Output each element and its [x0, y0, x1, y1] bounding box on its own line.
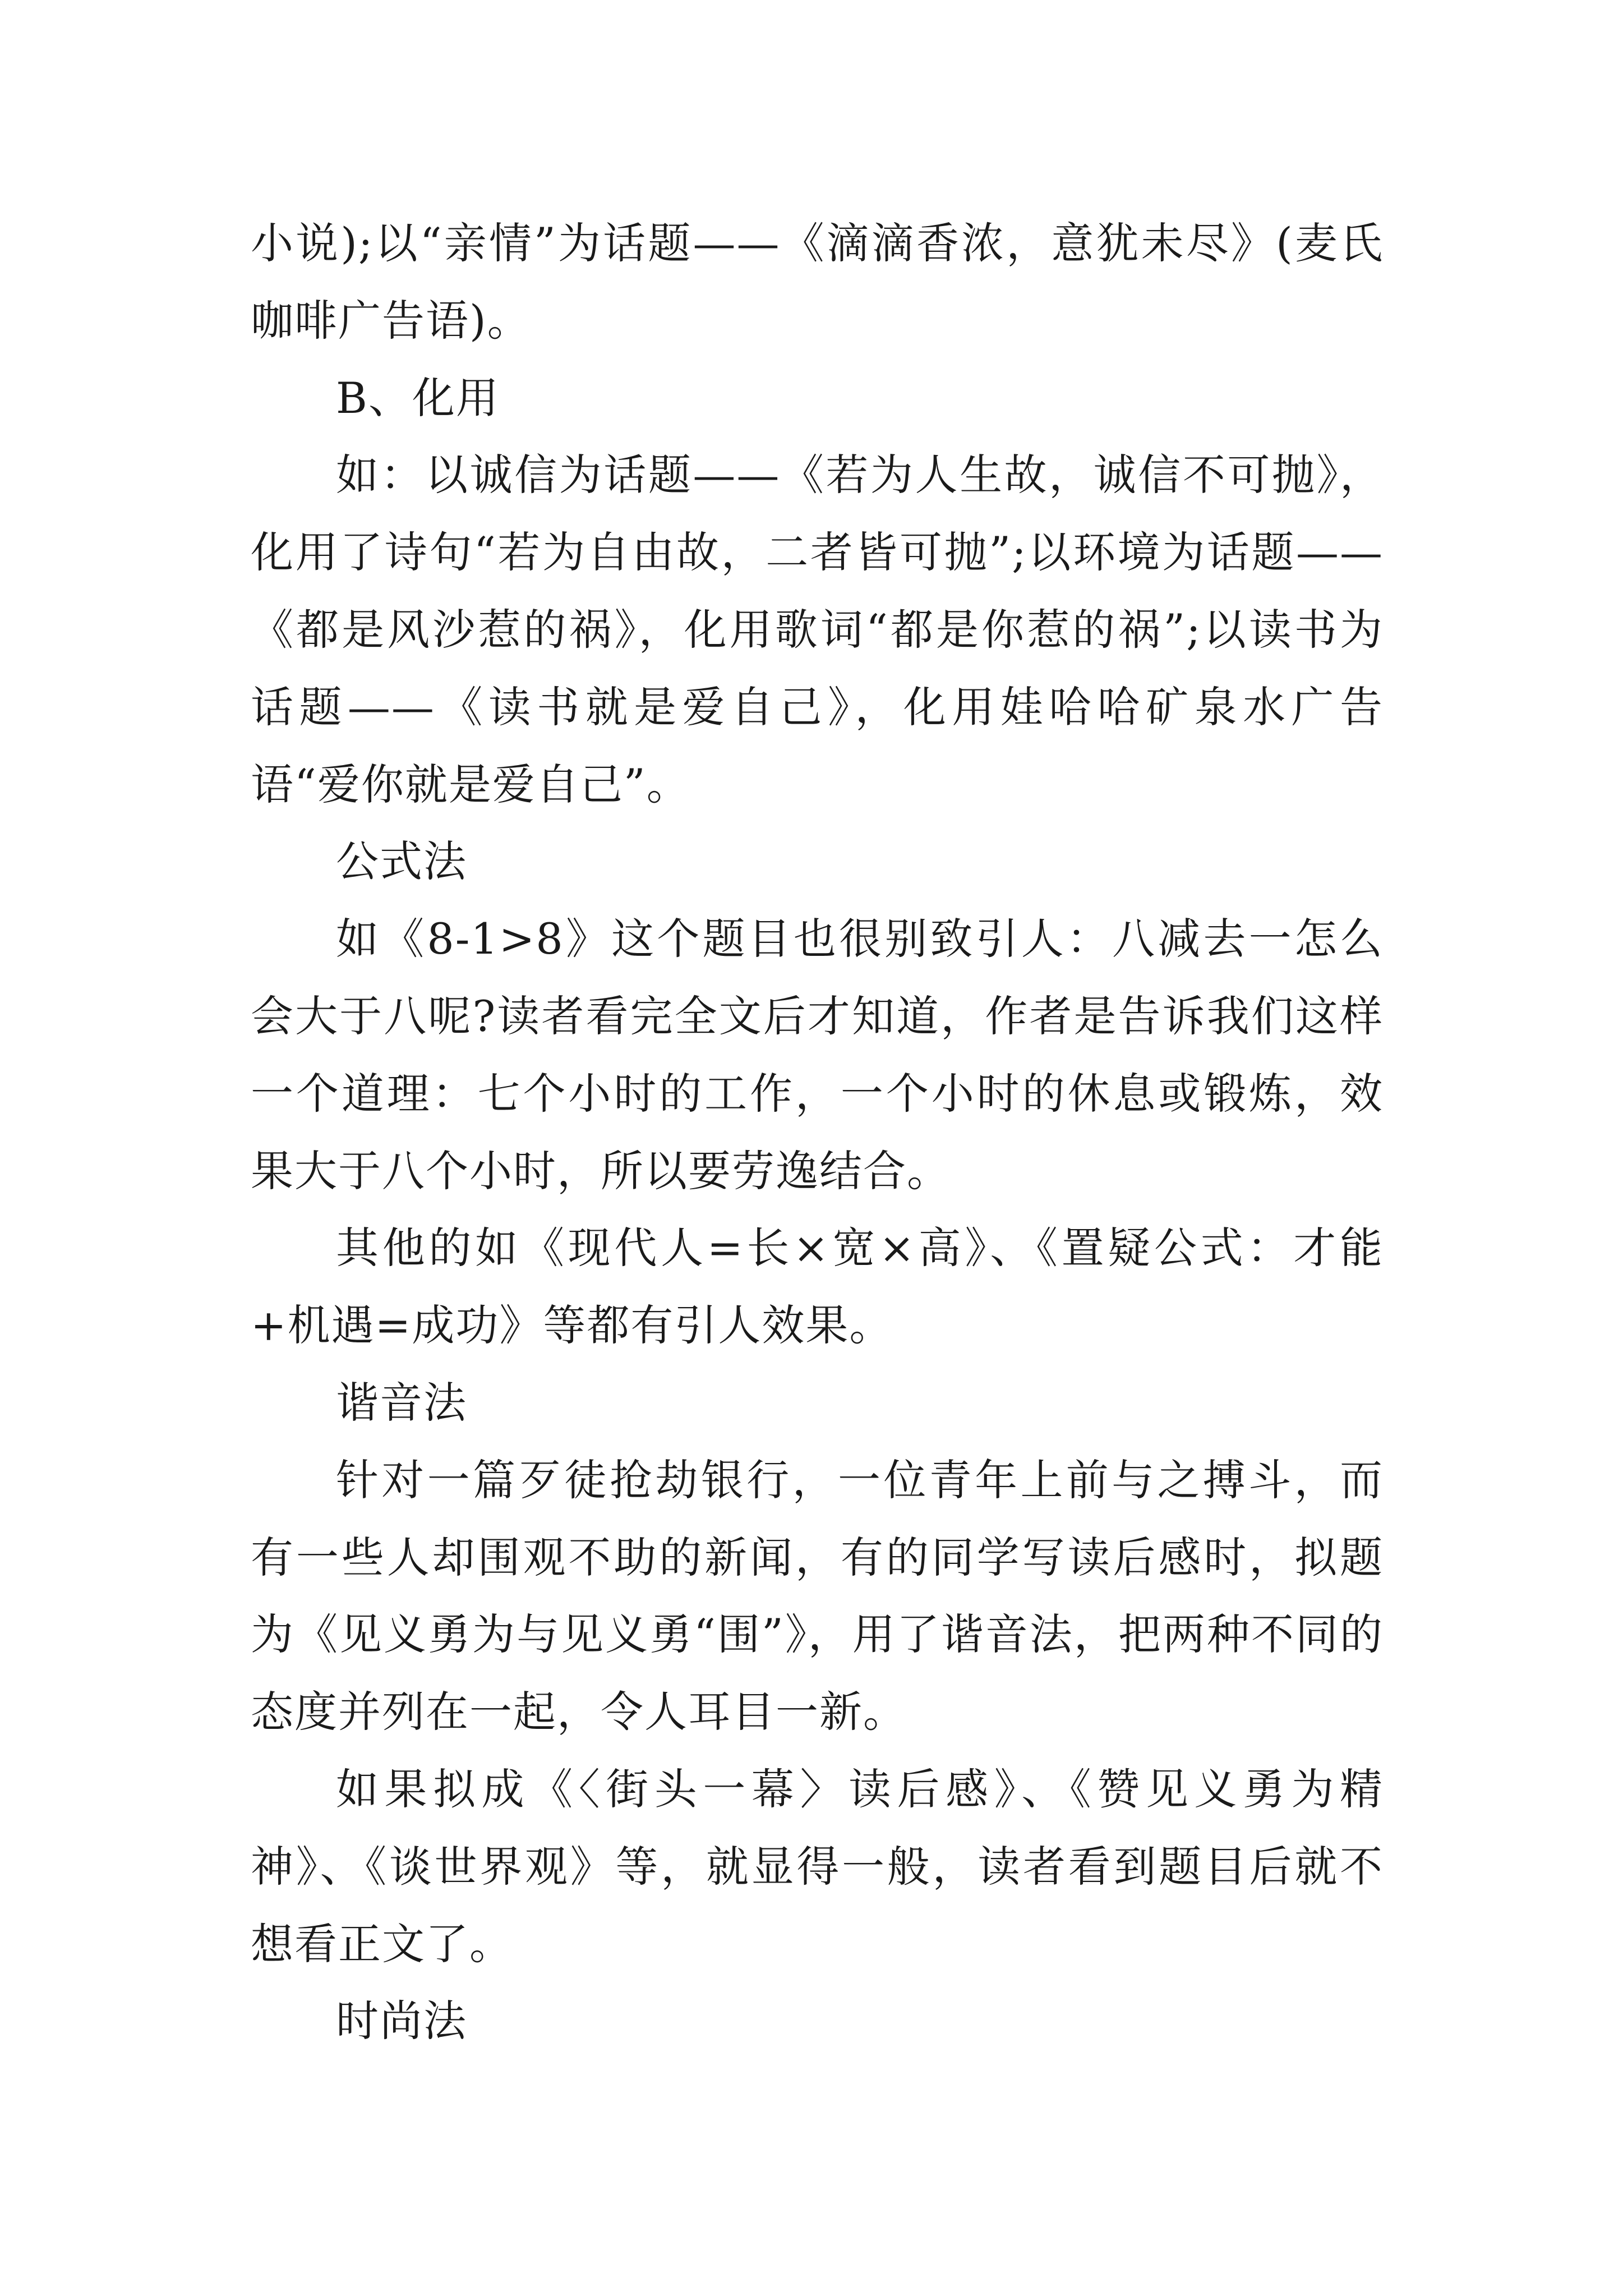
section-heading-fashion: 时尚法 — [336, 1996, 467, 2046]
section-heading-formula: 公式法 — [336, 836, 467, 887]
section-heading-b: B、化用 — [336, 372, 500, 423]
paragraph: 其他的如《现代人=长×宽×高》、《置疑公式：才能+机遇=成功》等都有引人效果。 — [251, 1223, 1384, 1351]
paragraph: 如：以诚信为话题——《若为人生故，诚信不可抛》，化用了诗句“若为自由故，二者皆可抛”;以环境为话题——《都是风沙惹的祸》，化用歌词“都是你惹的祸”;以读书为话题——《读书就是爱自己》，化用娃哈哈矿泉水广告语“爱你就是爱自己”。 — [251, 450, 1384, 809]
paragraph-continuation: 小说);以“亲情”为话题——《滴滴香浓，意犹未尽》(麦氏咖啡广告语)。 — [251, 218, 1384, 346]
paragraph: 针对一篇歹徒抢劫银行，一位青年上前与之搏斗，而有一些人却围观不助的新闻，有的同学写读后感时，拟题为《见义勇为与见义勇“围”》，用了谐音法，把两种不同的态度并列在一起，令人耳目一新。 — [251, 1455, 1384, 1737]
paragraph: 如果拟成《〈街头一幕〉读后感》、《赞见义勇为精神》、《谈世界观》等，就显得一般，读者看到题目后就不想看正文了。 — [251, 1764, 1384, 1969]
paragraph: 如《8-1>8》这个题目也很别致引人：八减去一怎么会大于八呢?读者看完全文后才知道，作者是告诉我们这样一个道理：七个小时的工作，一个小时的休息或锻炼，效果大于八个小时，所以要劳逸结合。 — [251, 914, 1384, 1196]
body-text — [251, 205, 1384, 2060]
section-heading-homophone: 谐音法 — [336, 1377, 467, 1428]
